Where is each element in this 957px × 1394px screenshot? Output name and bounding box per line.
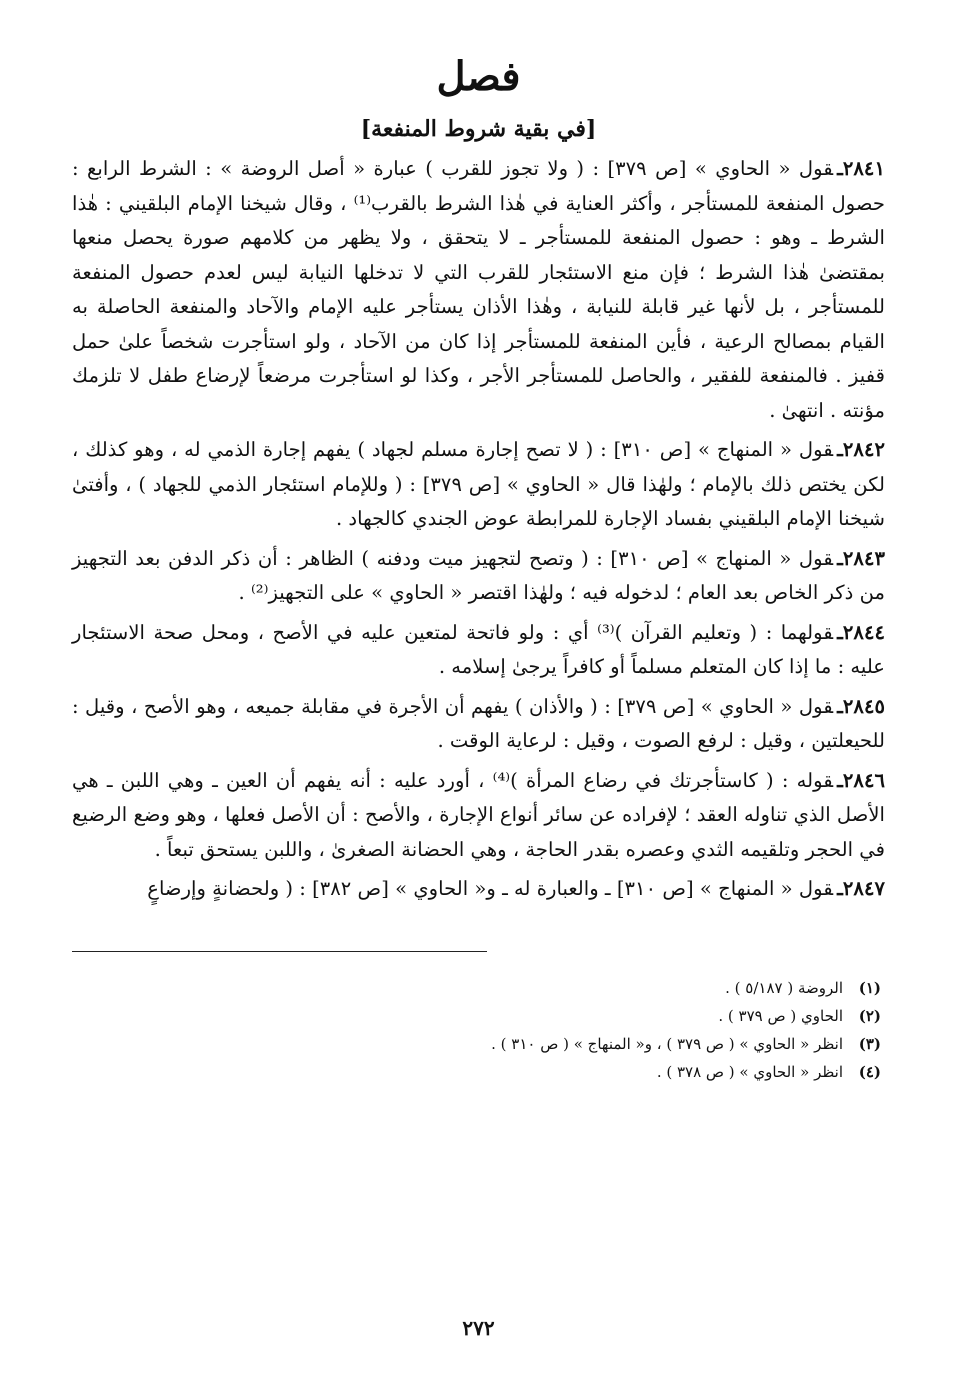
footnote-number: (٣) [858,1034,881,1053]
footnote [72,974,881,1002]
paragraph-text: قول « المنهاج » [ص ٣١٠] : ( لا تصح إجارة مسلم لجهاد ) يفهم إجارة الذمي له ، وهو كذلك ، لكن يختص ذلك بالإمام ؛ ولهٰذا قال « الحاوي » [ص ٣٧٩] : ( وللإمام استئجار الذمي للجهاد ) ، وأفتىٰ شيخنا الإمام البلقيني بفساد الإجارة للمرابطة عوض الجندي كالجهاد . [72,438,885,530]
section-heading: [في بقية شروط المنفعة] [360,116,597,142]
footnote [72,1030,881,1058]
chapter-ornament: فصل [436,53,521,100]
paragraph-text: قوله : ( كاستأجرتك في رضاع المرأة )⁽⁴⁾ ، أورد عليه : أنه يفهم أن العين ـ وهي اللبن ـ هي الأصل الذي تناوله العقد ؛ لإفراده عن سائر أنواع الإجارة ، والأصح : أن الأصل فعلها ، وهو وضع الرضيع في الحجر وتلقيمه الثدي وعصره بقدر الحاجة ، وهي الحضانة الصغرىٰ ، واللبن يستحق تبعاً . [72,768,885,861]
paragraph [72,690,885,759]
footnote [72,1002,881,1030]
paragraph [72,433,885,537]
issue-number: ٢٨٤٦ـ [837,768,885,792]
paragraph-text: قولهما : ( وتعليم القرآن )⁽³⁾ أي : ولو فاتحة لمتعين عليه في الأصح ، ومحل صحة الاستئجار عليه : ما إذا كان المتعلم مسلماً أو كافراً يرجىٰ إسلامه . [72,620,885,678]
footnote-number: (٤) [858,1062,881,1081]
paragraph-text: قول « الحاوي » [ص ٣٧٩] : ( والأذان ) يفهم أن الأجرة في مقابلة جميعه ، وهو الأصح ، وقيل : للحيعلتين ، وقيل : لرفع الصوت ، وقيل : لرعاية الوقت . [72,694,885,752]
paragraph [72,152,885,428]
paragraph-text: قول « المنهاج » [ص ٣١٠] : ( وتصح لتجهيز ميت ودفنه ) الظاهر : أن ذكر الدفن بعد التجهيز من ذكر الخاص بعد العام ؛ لدخوله فيه ؛ ولهٰذا اقتصر « الحاوي » على التجهيز⁽²⁾ . [72,546,885,604]
paragraph-text: قول « الحاوي » [ص ٣٧٩] : ( ولا تجوز للقرب ) عبارة « أصل الروضة » : الشرط الرابع : حصول المنفعة للمستأجر ، وأكثر العناية في هٰذا الشرط بالقرب⁽¹⁾ ، وقال شيخنا الإمام البلقيني : هٰذا الشرط ـ وهو : حصول المنفعة للمستأجر ـ لا يتحقق ، ولا يظهر من كلامهم صورة يحصل منعها بمقتضىٰ هٰذا الشرط ؛ فإن منع الاستئجار للقرب التي لا تدخلها النيابة ليس لعدم حصول المنفعة للمستأجر ، بل لأنها غير قابلة للنيابة ، وهٰذا الأذان يستأجر عليه الإمام والآحاد والمنفعة الحاصلة به القيام بمصالح الرعية ، فأين المنفعة للمستأجر إذا كان من الآحاد ، ولو استأجرت شخصاً علىٰ حمل قفيز . فالمنفعة للفقير ، والحاصل للمستأجر الأجر ، وكذا لو استأجرت مرضعاً لإرضاع طفل لا تلزمك مؤنته . انتهىٰ . [72,157,886,422]
paragraph [72,872,885,907]
footnote-number: (٢) [858,1006,881,1025]
footnote-text: الحاوي ( ص ٣٧٩ ) . [718,1006,843,1025]
paragraph [72,542,885,611]
footnote [72,1058,881,1086]
issue-number: ٢٨٤٤ـ [837,620,885,644]
page-number: ٢٧٢ [462,1316,495,1340]
paragraph [72,616,885,685]
paragraph [72,764,885,868]
issue-number: ٢٨٤٣ـ [837,546,885,570]
paragraph-text: قول « المنهاج » [ص ٣١٠] ـ والعبارة له ـ و« الحاوي » [ص ٣٨٢] : ( ولحضانةٍ وإرضاعٍ [147,877,834,900]
footnote-text: الروضة ( ٥/١٨٧ ) . [725,978,843,997]
issue-number: ٢٨٤٢ـ [837,438,886,461]
main-text [72,152,885,907]
footnote-divider [72,951,487,952]
issue-number: ٢٨٤٧ـ [837,877,885,900]
footnote-number: (١) [858,978,881,997]
footnotes [72,974,885,1086]
issue-number: ٢٨٤٥ـ [837,694,885,718]
issue-number: ٢٨٤١ـ [837,157,885,180]
footnote-text: انظر « الحاوي » ( ص ٣٧٨ ) . [656,1062,843,1081]
footnote-text: انظر « الحاوي » ( ص ٣٧٩ ) ، و« المنهاج » ( ص ٣١٠ ) . [491,1034,843,1053]
